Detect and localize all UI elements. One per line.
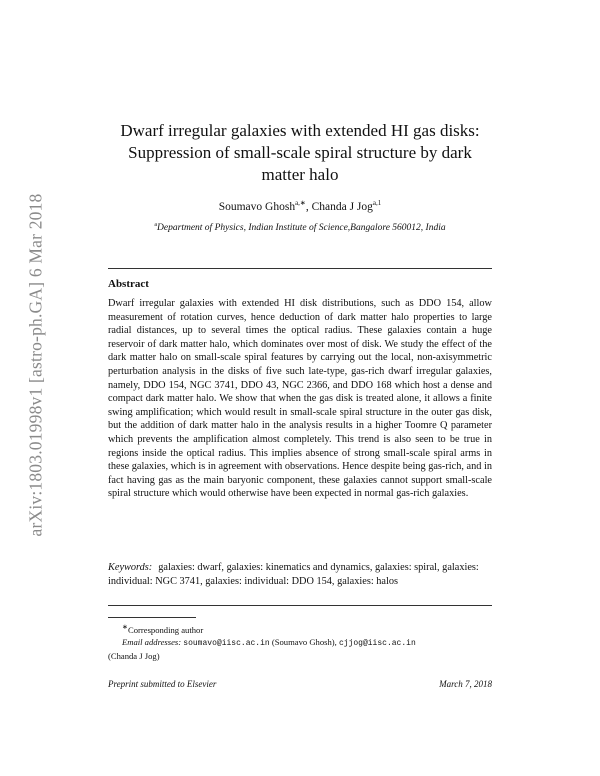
affiliation-text: Department of Physics, Indian Institute of Science,Bangalore 560012, India [157,223,446,234]
email-owner: (Soumavo Ghosh), [269,636,339,647]
email-owner: (Chanda J Jog) [108,650,160,661]
corresponding-author-note [108,621,492,636]
footnote-rule [108,617,196,618]
author-name: Soumavo Ghosh [218,200,296,213]
corresponding-author-text: Corresponding author [128,624,204,635]
affiliation [110,222,490,233]
email-link[interactable]: cjjog@iisc.ac.in [338,638,416,648]
author-marks: a,∗ [295,199,306,207]
keywords-label: Keywords: [108,562,153,573]
abstract-top-rule [108,268,492,269]
keywords [108,561,492,588]
author-separator: , [305,200,312,213]
title-line-2: Suppression of small-scale spiral structure by dark [128,143,472,162]
author-marks: a,1 [372,199,382,207]
abstract-heading: Abstract [108,278,149,290]
email-link[interactable]: soumavo@iisc.ac.in [183,638,270,648]
preprint-note: Preprint submitted to Elsevier [108,679,217,689]
footnote-mark: ∗ [122,623,128,631]
author-list [110,199,490,213]
email-label: Email addresses: [122,636,182,647]
arxiv-identifier-stamp: arXiv:1803.01998v1 [astro-ph.GA] 6 Mar 2018 [25,193,46,537]
email-addresses-note [108,636,492,650]
abstract-bottom-rule [108,605,492,606]
author-name: Chanda J Jog [311,200,373,213]
affiliation-mark: a [154,222,158,228]
paper-title [110,120,490,186]
keywords-text: galaxies: dwarf, galaxies: kinematics and dynamics, galaxies: spiral, galaxies: individual: NGC 3741, galaxies: individual: DDO 154, galaxies: halos [108,562,479,587]
preprint-date: March 7, 2018 [439,679,492,689]
title-line-1: Dwarf irregular galaxies with extended HI gas disks: [120,121,480,140]
footnotes [108,621,492,662]
abstract-text: Dwarf irregular galaxies with extended HI disk distributions, such as DDO 154, allow measurement of rotation curves, hence deduction of dark matter halo properties to large radial distances, up to several times the optical radius. These galaxies contain a huge reservoir of dark matter halo, which dominates over most of disk. We study the effect of the dark matter halo on small-scale spiral features by carrying out the local, non-axisymmetric perturbation analysis in the disks of five such late-type, gas-rich dwarf irregular galaxies, namely, DDO 154, NGC 3741, DDO 43, NGC 2366, and DDO 168 which host a dense and compact dark matter halo. We show that when the gas disk is treated alone, it allows a finite swing amplification; which would result in small-scale spiral structure in the outer gas disk, but the addition of dark matter halo in the analysis results in a higher Toomre Q parameter which prevents the amplification almost completely. This trend is also seen to be true in regions inside the optical radius. This implies absence of strong small-scale spiral arms in these galaxies, which is in agreement with observations. Hence despite being gas-rich, and in fact having gas as the main baryonic component, these galaxies cannot support small-scale spiral structure which would otherwise have been expected in normal gas-rich galaxies. [108,298,492,500]
title-line-3: matter halo [261,165,339,184]
